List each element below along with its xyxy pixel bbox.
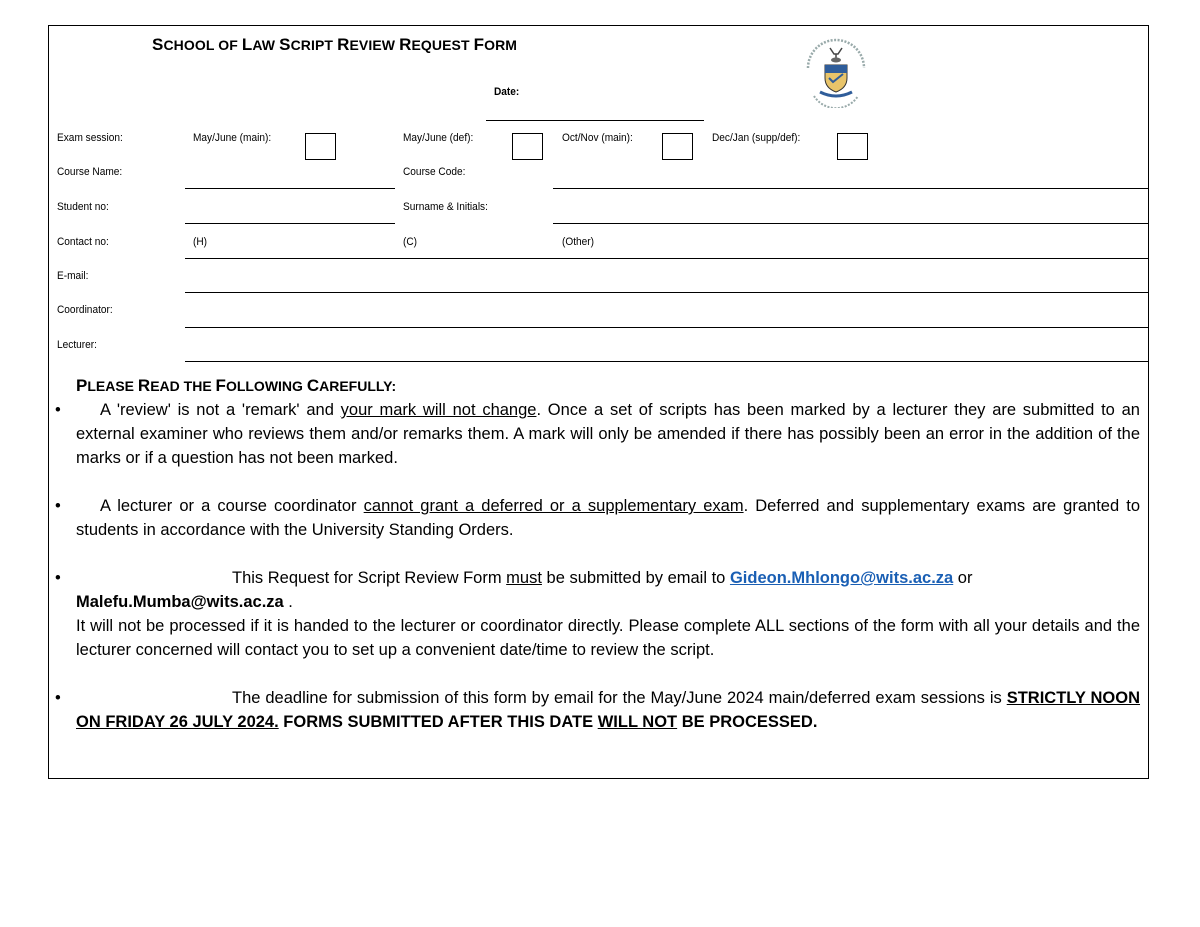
instructions [55,374,1140,734]
instruction-review: • A 'review' is not a 'remark' and your mark will not change. Once a set of scripts has been marked by a lecturer they are submitted to an external examiner who reviews them and/or remarks them. A mark will only be amended if there has possibly been an error in the addition of the marks or if a question has not been marked. [55,401,1140,467]
date-line[interactable] [486,120,704,121]
lecturer-label: Lecturer: [57,339,97,351]
coordinator-label: Coordinator: [57,304,113,316]
session-label-decjan-suppdef: Dec/Jan (supp/def): [712,132,801,144]
instructions-heading: PLEASE READ THE FOLLOWING CAREFULLY: [76,376,397,395]
contact-label: Contact no: [57,236,109,248]
instruction-deadline: • The deadline for submission of this form by email for the May/June 2024 main/deferred exam sessions is STRICTLY NOON ON FRIDAY 26 JULY 2024. FORMS SUBMITTED AFTER THIS DATE WILL NOT BE PROCESSED. [55,689,1141,731]
checkbox-decjan-suppdef[interactable] [837,133,868,160]
university-crest-logo [800,38,872,108]
email-link-gideon[interactable]: Gideon.Mhlongo@wits.ac.za [729,569,954,587]
checkbox-mayjune-main[interactable] [305,133,336,160]
form-title: SCHOOL OF LAW SCRIPT REVIEW REQUEST FORM [152,35,518,54]
contact-other-label: (Other) [562,236,595,248]
course-code-label: Course Code: [403,166,466,178]
email-field[interactable] [185,292,1149,293]
session-label-mayjune-main: May/June (main): [193,132,272,144]
session-label-octnov-main: Oct/Nov (main): [562,132,633,144]
course-code-field[interactable] [553,188,1149,189]
exam-session-label: Exam session: [57,132,123,144]
date-label: Date: [494,86,520,98]
student-no-field[interactable] [185,223,395,224]
lecturer-field[interactable] [185,361,1149,362]
surname-label: Surname & Initials: [403,201,488,213]
checkbox-mayjune-def[interactable] [512,133,543,160]
contact-home-label: (H) [193,236,208,248]
course-name-label: Course Name: [57,166,123,178]
instruction-submission: • This Request for Script Review Form must be submitted by email to Gideon.Mhlongo@wits.ac.za or Malefu.Mumba@wits.ac.za . It will not be processed if it is handed to the lecturer or coordinator directly. Please complete ALL sections of the form with all your details and the lecturer concerned will contact you to set up a convenient date/time to review the script. [55,569,1140,659]
checkbox-octnov-main[interactable] [662,133,693,160]
student-no-label: Student no: [57,201,109,213]
email-malefu[interactable]: Malefu.Mumba@wits.ac.za [76,593,284,611]
coordinator-field[interactable] [185,327,1149,328]
email-label: E-mail: [57,270,89,282]
surname-field[interactable] [553,223,1149,224]
contact-cell-label: (C) [403,236,418,248]
instruction-deferred: • A lecturer or a course coordinator cannot grant a deferred or a supplementary exam. Deferred and supplementary exams are granted to students in accordance with the University Standing Orders. [55,497,1140,539]
course-name-field[interactable] [185,188,395,189]
contact-field[interactable] [185,258,1149,259]
session-label-mayjune-def: May/June (def): [403,132,474,144]
